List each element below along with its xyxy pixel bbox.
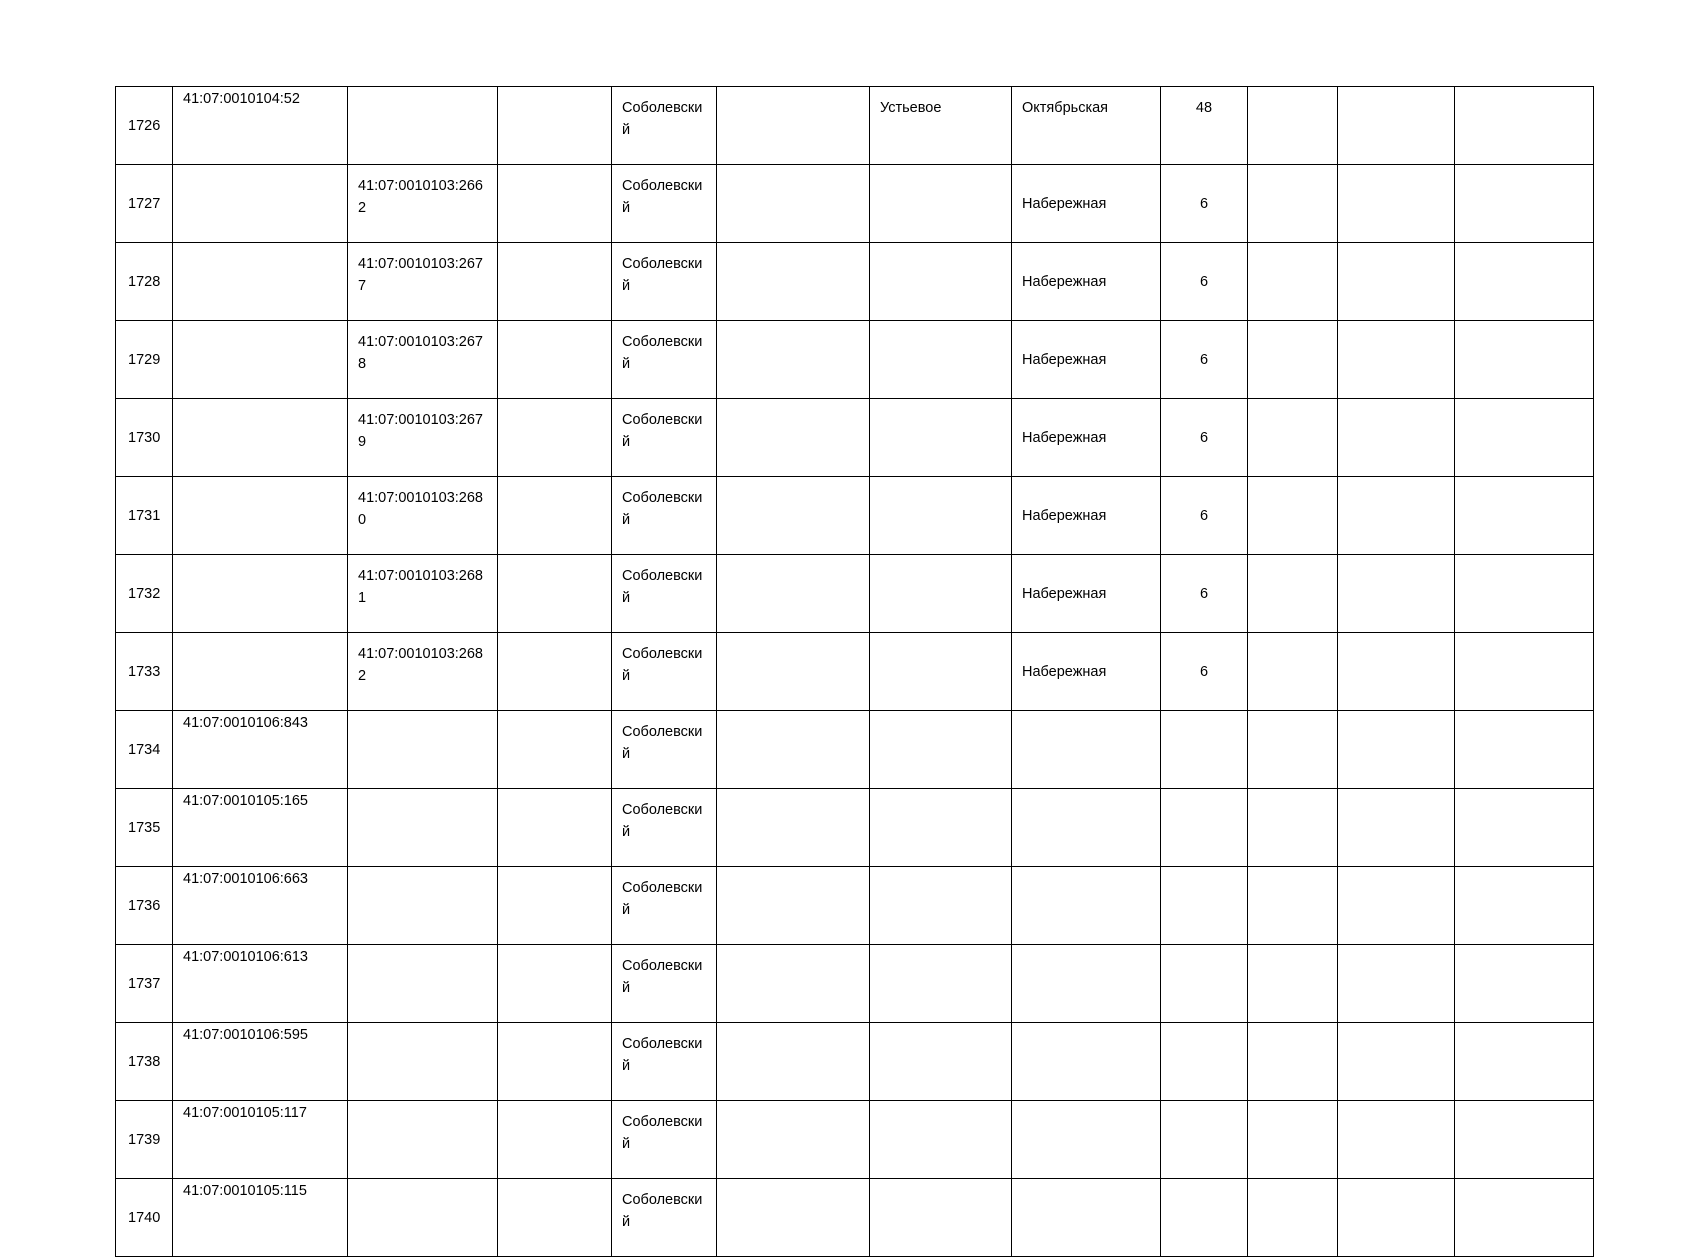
- street-cell: [1012, 945, 1161, 1023]
- cadastral-object-cell: 41:07:0010103:2678: [348, 321, 498, 399]
- settlement-cell: [870, 477, 1012, 555]
- district-cell: Соболевский: [612, 87, 717, 165]
- settlement-cell: [870, 633, 1012, 711]
- empty-cell: [1248, 1023, 1338, 1101]
- empty-cell: [1455, 555, 1594, 633]
- settlement-cell: [870, 1179, 1012, 1257]
- cadastral-parcel-cell: [173, 321, 348, 399]
- house-number-cell: [1161, 1179, 1248, 1257]
- empty-cell: [1455, 789, 1594, 867]
- street-cell: Набережная: [1012, 165, 1161, 243]
- cadastral-parcel-cell: [173, 477, 348, 555]
- district-cell: Соболевский: [612, 477, 717, 555]
- district-cell: Соболевский: [612, 789, 717, 867]
- street-cell: [1012, 1101, 1161, 1179]
- cadastral-object-cell: [348, 1101, 498, 1179]
- empty-cell: [498, 321, 612, 399]
- empty-cell: [1455, 165, 1594, 243]
- empty-cell: [717, 87, 870, 165]
- district-cell: Соболевский: [612, 399, 717, 477]
- empty-cell: [1248, 321, 1338, 399]
- cadastral-parcel-cell: 41:07:0010104:52: [173, 87, 348, 165]
- empty-cell: [717, 321, 870, 399]
- table-row: [116, 321, 1594, 399]
- cadastral-object-cell: 41:07:0010103:2679: [348, 399, 498, 477]
- street-cell: Октябрьская: [1012, 87, 1161, 165]
- cadastral-object-cell: [348, 789, 498, 867]
- row-number-cell: 1737: [116, 945, 173, 1023]
- empty-cell: [1338, 945, 1455, 1023]
- cadastral-parcel-cell: 41:07:0010106:663: [173, 867, 348, 945]
- settlement-cell: [870, 789, 1012, 867]
- settlement-cell: [870, 1023, 1012, 1101]
- cadastral-parcel-cell: 41:07:0010106:595: [173, 1023, 348, 1101]
- empty-cell: [1338, 789, 1455, 867]
- cadastral-parcel-cell: [173, 555, 348, 633]
- empty-cell: [1455, 243, 1594, 321]
- empty-cell: [1248, 867, 1338, 945]
- settlement-cell: Устьевое: [870, 87, 1012, 165]
- empty-cell: [717, 1179, 870, 1257]
- cadastral-object-cell: 41:07:0010103:2681: [348, 555, 498, 633]
- empty-cell: [1455, 633, 1594, 711]
- empty-cell: [1455, 1101, 1594, 1179]
- house-number-cell: 6: [1161, 321, 1248, 399]
- cadastral-parcel-cell: 41:07:0010106:843: [173, 711, 348, 789]
- empty-cell: [498, 1023, 612, 1101]
- house-number-cell: 6: [1161, 633, 1248, 711]
- cadastral-object-cell: [348, 87, 498, 165]
- table-row: [116, 633, 1594, 711]
- street-cell: [1012, 1023, 1161, 1101]
- district-cell: Соболевский: [612, 1023, 717, 1101]
- settlement-cell: [870, 711, 1012, 789]
- street-cell: [1012, 1179, 1161, 1257]
- cadastral-object-cell: 41:07:0010103:2680: [348, 477, 498, 555]
- empty-cell: [717, 945, 870, 1023]
- empty-cell: [1248, 711, 1338, 789]
- cadastral-object-cell: 41:07:0010103:2677: [348, 243, 498, 321]
- row-number-cell: 1740: [116, 1179, 173, 1257]
- empty-cell: [1248, 243, 1338, 321]
- table-row: [116, 87, 1594, 165]
- empty-cell: [1248, 87, 1338, 165]
- street-cell: Набережная: [1012, 555, 1161, 633]
- table-row: [116, 1023, 1594, 1101]
- street-cell: [1012, 711, 1161, 789]
- empty-cell: [498, 1101, 612, 1179]
- house-number-cell: [1161, 867, 1248, 945]
- table-row: [116, 789, 1594, 867]
- empty-cell: [1338, 1101, 1455, 1179]
- settlement-cell: [870, 321, 1012, 399]
- empty-cell: [498, 165, 612, 243]
- house-number-cell: 6: [1161, 399, 1248, 477]
- empty-cell: [498, 711, 612, 789]
- empty-cell: [1338, 867, 1455, 945]
- house-number-cell: 48: [1161, 87, 1248, 165]
- table-row: [116, 711, 1594, 789]
- row-number-cell: 1732: [116, 555, 173, 633]
- cadastral-parcel-cell: 41:07:0010106:613: [173, 945, 348, 1023]
- empty-cell: [498, 243, 612, 321]
- settlement-cell: [870, 555, 1012, 633]
- empty-cell: [498, 867, 612, 945]
- settlement-cell: [870, 399, 1012, 477]
- empty-cell: [1248, 477, 1338, 555]
- district-cell: Соболевский: [612, 555, 717, 633]
- street-cell: Набережная: [1012, 243, 1161, 321]
- empty-cell: [1248, 633, 1338, 711]
- row-number-cell: 1730: [116, 399, 173, 477]
- district-cell: Соболевский: [612, 1101, 717, 1179]
- district-cell: Соболевский: [612, 711, 717, 789]
- row-number-cell: 1735: [116, 789, 173, 867]
- empty-cell: [498, 1179, 612, 1257]
- empty-cell: [717, 711, 870, 789]
- cadastral-object-cell: [348, 1179, 498, 1257]
- row-number-cell: 1728: [116, 243, 173, 321]
- empty-cell: [1455, 321, 1594, 399]
- cadastral-parcel-cell: [173, 633, 348, 711]
- empty-cell: [717, 1101, 870, 1179]
- table-row: [116, 165, 1594, 243]
- district-cell: Соболевский: [612, 165, 717, 243]
- house-number-cell: 6: [1161, 555, 1248, 633]
- empty-cell: [1248, 1101, 1338, 1179]
- empty-cell: [1338, 399, 1455, 477]
- cadastral-parcel-cell: 41:07:0010105:117: [173, 1101, 348, 1179]
- empty-cell: [1338, 633, 1455, 711]
- cadastral-object-cell: [348, 711, 498, 789]
- row-number-cell: 1736: [116, 867, 173, 945]
- row-number-cell: 1726: [116, 87, 173, 165]
- empty-cell: [1338, 1023, 1455, 1101]
- empty-cell: [498, 87, 612, 165]
- empty-cell: [1455, 477, 1594, 555]
- row-number-cell: 1727: [116, 165, 173, 243]
- empty-cell: [717, 399, 870, 477]
- table-row: [116, 399, 1594, 477]
- empty-cell: [498, 477, 612, 555]
- empty-cell: [498, 633, 612, 711]
- row-number-cell: 1729: [116, 321, 173, 399]
- empty-cell: [1455, 867, 1594, 945]
- empty-cell: [717, 867, 870, 945]
- row-number-cell: 1738: [116, 1023, 173, 1101]
- cadastral-parcel-cell: 41:07:0010105:115: [173, 1179, 348, 1257]
- table-row: [116, 477, 1594, 555]
- district-cell: Соболевский: [612, 867, 717, 945]
- cadastral-parcel-cell: 41:07:0010105:165: [173, 789, 348, 867]
- empty-cell: [1248, 399, 1338, 477]
- settlement-cell: [870, 1101, 1012, 1179]
- house-number-cell: 6: [1161, 165, 1248, 243]
- house-number-cell: 6: [1161, 477, 1248, 555]
- empty-cell: [717, 1023, 870, 1101]
- row-number-cell: 1739: [116, 1101, 173, 1179]
- street-cell: [1012, 789, 1161, 867]
- street-cell: Набережная: [1012, 633, 1161, 711]
- table-body: [116, 87, 1594, 1257]
- empty-cell: [1248, 555, 1338, 633]
- empty-cell: [717, 633, 870, 711]
- empty-cell: [498, 945, 612, 1023]
- settlement-cell: [870, 165, 1012, 243]
- district-cell: Соболевский: [612, 945, 717, 1023]
- empty-cell: [1338, 165, 1455, 243]
- settlement-cell: [870, 243, 1012, 321]
- cadastral-object-cell: [348, 867, 498, 945]
- register-table: [115, 86, 1594, 1257]
- cadastral-object-cell: 41:07:0010103:2662: [348, 165, 498, 243]
- street-cell: Набережная: [1012, 321, 1161, 399]
- street-cell: Набережная: [1012, 399, 1161, 477]
- settlement-cell: [870, 867, 1012, 945]
- house-number-cell: [1161, 1023, 1248, 1101]
- settlement-cell: [870, 945, 1012, 1023]
- empty-cell: [1338, 321, 1455, 399]
- house-number-cell: [1161, 945, 1248, 1023]
- empty-cell: [1248, 1179, 1338, 1257]
- empty-cell: [1455, 945, 1594, 1023]
- empty-cell: [717, 789, 870, 867]
- empty-cell: [1248, 789, 1338, 867]
- empty-cell: [717, 477, 870, 555]
- empty-cell: [498, 399, 612, 477]
- table-row: [116, 945, 1594, 1023]
- cadastral-parcel-cell: [173, 399, 348, 477]
- district-cell: Соболевский: [612, 321, 717, 399]
- house-number-cell: [1161, 789, 1248, 867]
- empty-cell: [1248, 165, 1338, 243]
- street-cell: Набережная: [1012, 477, 1161, 555]
- cadastral-parcel-cell: [173, 243, 348, 321]
- table-row: [116, 867, 1594, 945]
- empty-cell: [1338, 87, 1455, 165]
- house-number-cell: 6: [1161, 243, 1248, 321]
- cadastral-object-cell: [348, 1023, 498, 1101]
- district-cell: Соболевский: [612, 1179, 717, 1257]
- empty-cell: [1338, 711, 1455, 789]
- empty-cell: [498, 789, 612, 867]
- table-row: [116, 1101, 1594, 1179]
- row-number-cell: 1734: [116, 711, 173, 789]
- empty-cell: [1338, 1179, 1455, 1257]
- table-row: [116, 1179, 1594, 1257]
- district-cell: Соболевский: [612, 243, 717, 321]
- empty-cell: [1248, 945, 1338, 1023]
- table-row: [116, 243, 1594, 321]
- house-number-cell: [1161, 711, 1248, 789]
- empty-cell: [1455, 1179, 1594, 1257]
- house-number-cell: [1161, 1101, 1248, 1179]
- empty-cell: [498, 555, 612, 633]
- district-cell: Соболевский: [612, 633, 717, 711]
- street-cell: [1012, 867, 1161, 945]
- empty-cell: [717, 243, 870, 321]
- cadastral-object-cell: [348, 945, 498, 1023]
- empty-cell: [1455, 711, 1594, 789]
- table-row: [116, 555, 1594, 633]
- row-number-cell: 1731: [116, 477, 173, 555]
- empty-cell: [1338, 243, 1455, 321]
- empty-cell: [1338, 555, 1455, 633]
- empty-cell: [1455, 399, 1594, 477]
- empty-cell: [717, 555, 870, 633]
- empty-cell: [1338, 477, 1455, 555]
- empty-cell: [717, 165, 870, 243]
- cadastral-object-cell: 41:07:0010103:2682: [348, 633, 498, 711]
- empty-cell: [1455, 87, 1594, 165]
- row-number-cell: 1733: [116, 633, 173, 711]
- cadastral-parcel-cell: [173, 165, 348, 243]
- empty-cell: [1455, 1023, 1594, 1101]
